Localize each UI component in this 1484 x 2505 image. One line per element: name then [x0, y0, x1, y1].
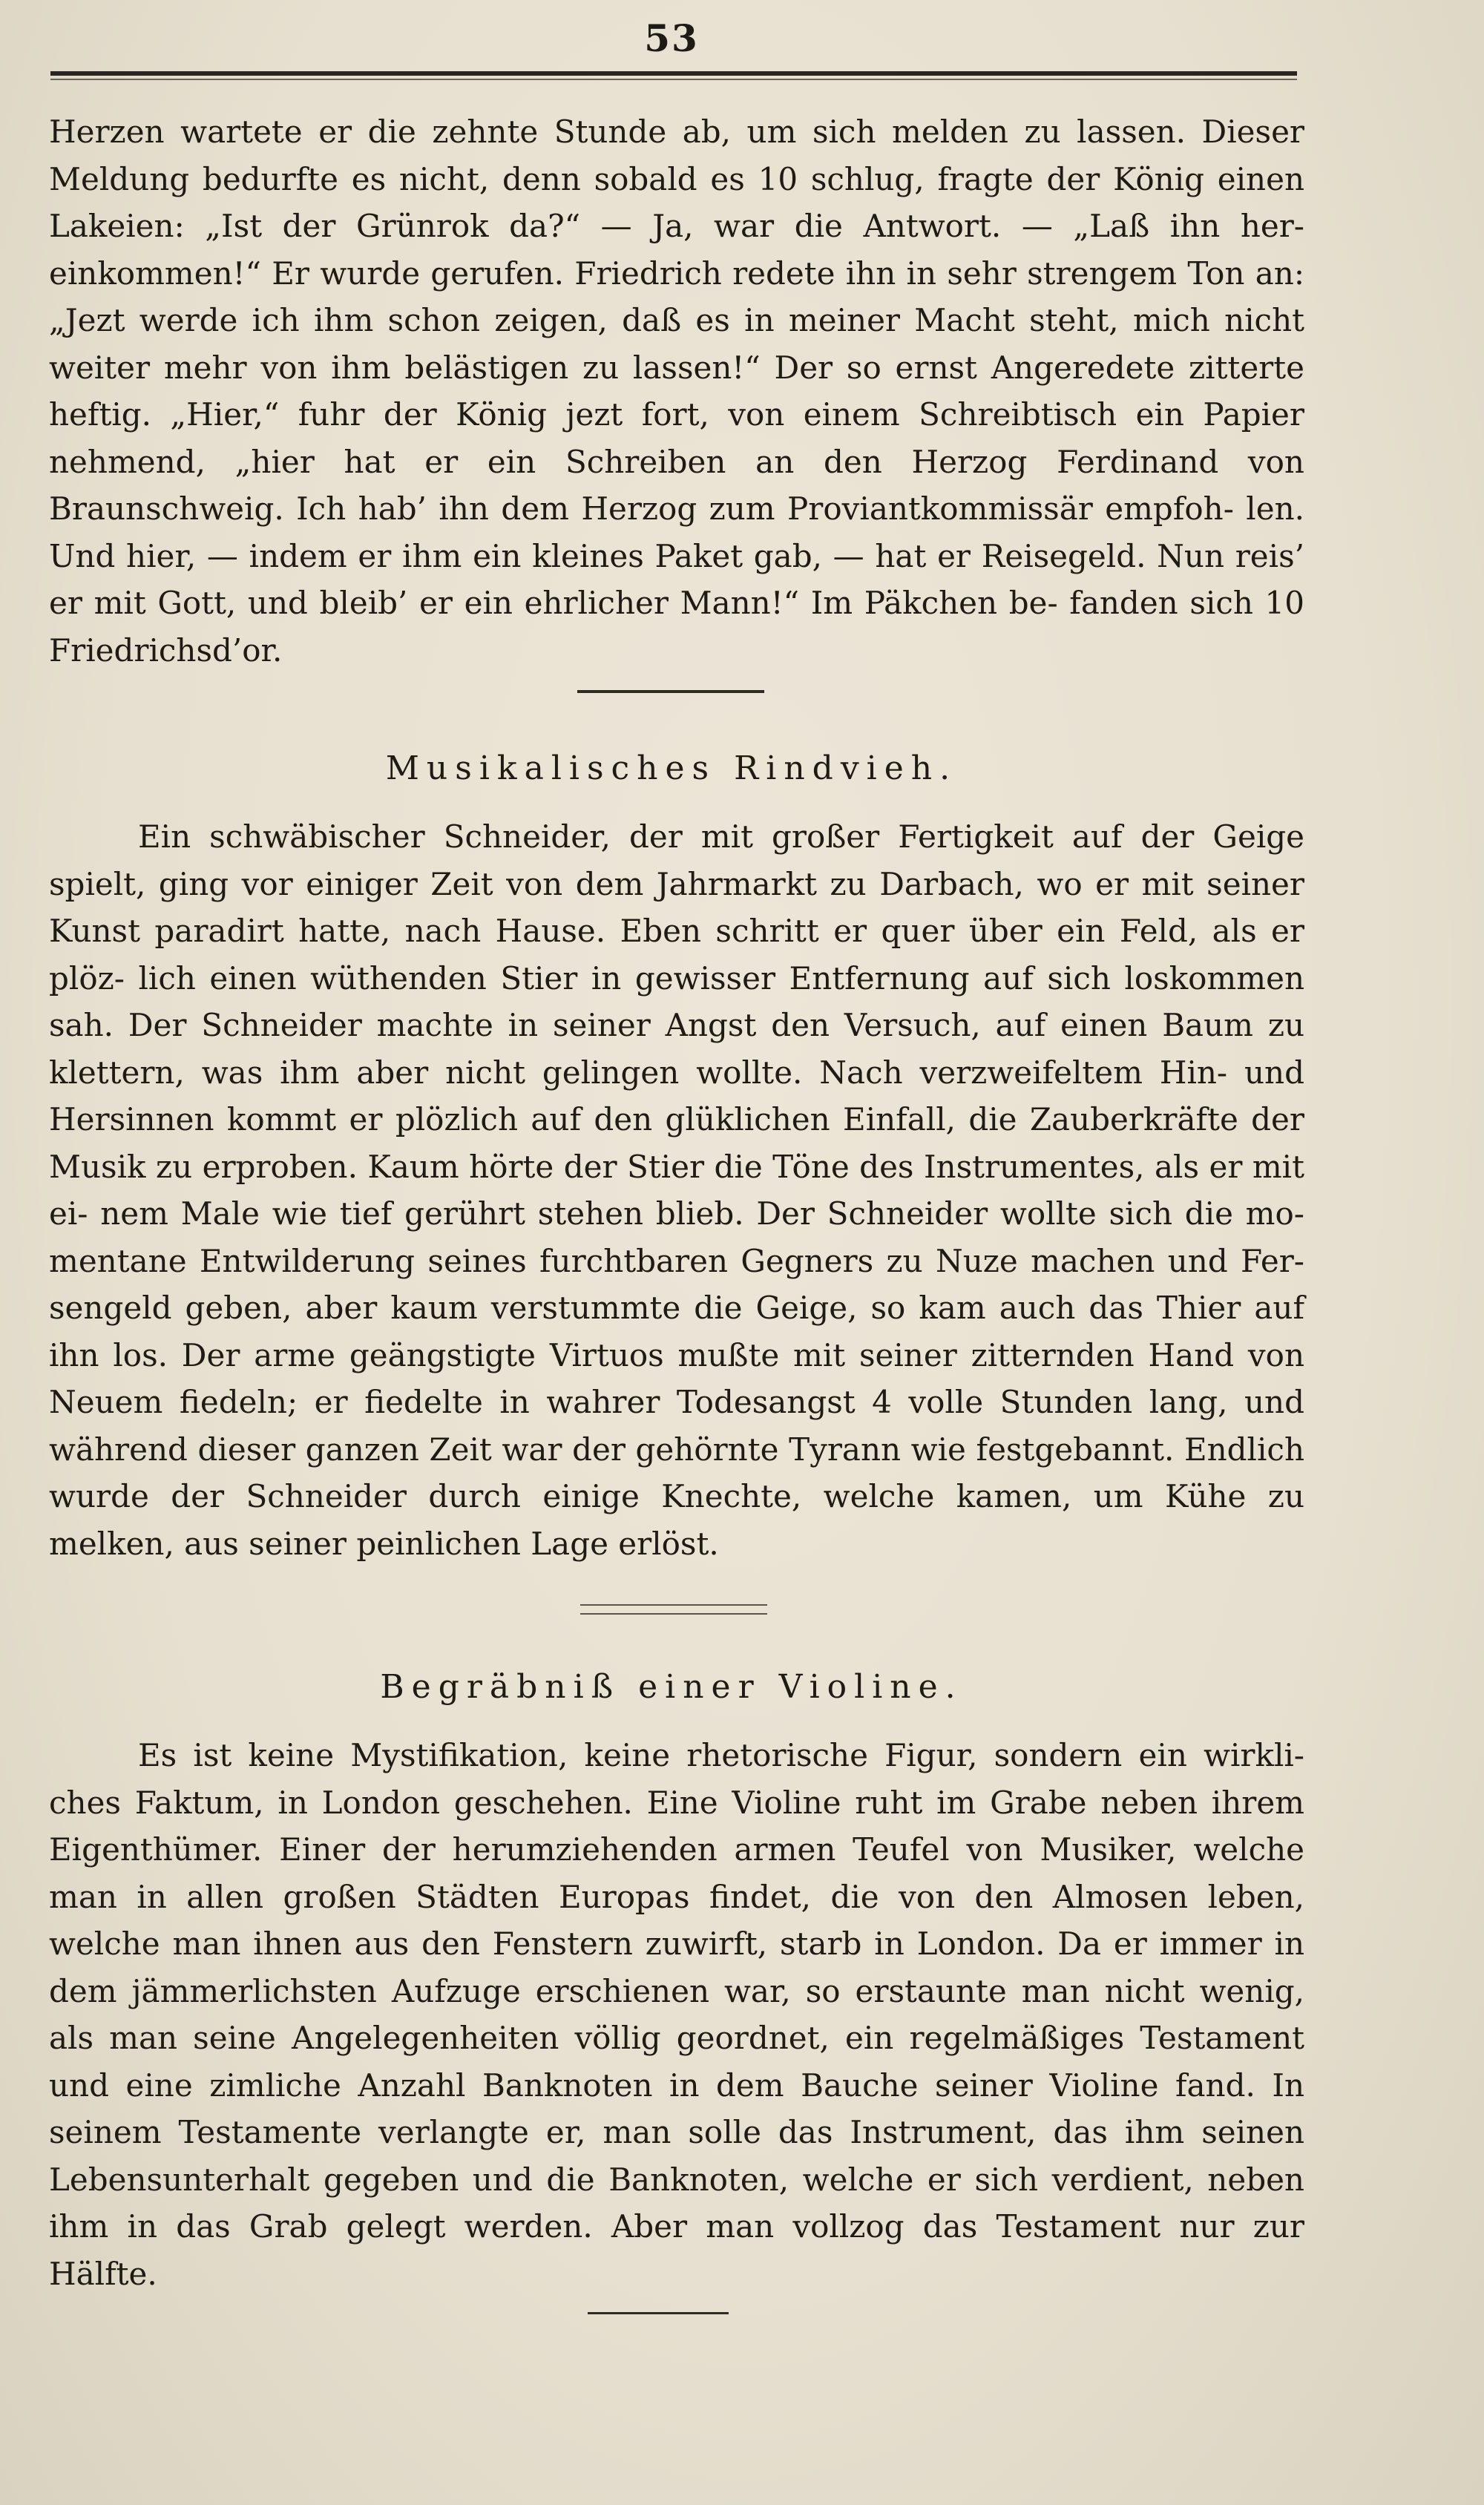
section-divider-1	[577, 690, 764, 693]
section-divider-2b	[580, 1613, 767, 1615]
section3-paragraph: Es ist keine Mystifikation, keine rhetorische Figur, sondern ein wirkli- ches Faktum, in London geschehen. Eine Violine ruht im Grabe neben ihrem Eigenthümer. Einer der herumziehenden armen Teufel von Musiker, welche man in allen großen Städten Europas findet, die von den Almosen leben, welche man ihnen aus den Fenstern zuwirft, starb in London. Da er immer in dem jämmerlichsten Aufzuge erschienen war, so erstaunte man nicht wenig, als man seine Angelegenheiten völlig geordnet, ein regelmäßiges Testament und eine zimliche Anzahl Banknoten in dem Bauche seiner Violine fand. In seinem Testamente verlangte er, man solle das Instrument, das ihm seinen Lebensunterhalt gegeben und die Banknoten, welche er sich verdient, neben ihm in das Grab gelegt werden. Aber man vollzog das Testament nur zur Hälfte.	[49, 1737, 1304, 2292]
section2-heading: Musikalisches Rindvieh.	[385, 749, 958, 787]
section3-heading: Begräbniß einer Violine.	[380, 1668, 963, 1706]
section-divider-3	[588, 2312, 729, 2314]
section-divider-2a	[580, 1604, 767, 1606]
section3-body	[49, 1732, 1304, 2297]
header-rule	[50, 71, 1297, 76]
section1-body	[49, 108, 1304, 674]
header-rule-thin	[50, 79, 1297, 80]
section2-body	[49, 813, 1304, 1567]
section2-paragraph: Ein schwäbischer Schneider, der mit großer Fertigkeit auf der Geige spielt, ging vor einiger Zeit von dem Jahrmarkt zu Darbach, wo er mit seiner Kunst paradirt hatte, nach Hause. Eben schritt er quer über ein Feld, als er plöz- lich einen wüthenden Stier in gewisser Entfernung auf sich loskommen sah. Der Schneider machte in seiner Angst den Versuch, auf einen Baum zu klettern, was ihm aber nicht gelingen wollte. Nach verzweifeltem Hin- und Hersinnen kommt er plözlich auf den glüklichen Einfall, die Zauberkräfte der Musik zu erproben. Kaum hörte der Stier die Töne des Instrumentes, als er mit ei- nem Male wie tief gerührt stehen blieb. Der Schneider wollte sich die mo- mentane Entwilderung seines furchtbaren Gegners zu Nuze machen und Fer- sengeld geben, aber kaum verstummte die Geige, so kam auch das Thier auf ihn los. Der arme geängstigte Virtuos mußte mit seiner zitternden Hand von Neuem fiedeln; er fiedelte in wahrer Todesangst 4 volle Stunden lang, und während dieser ganzen Zeit war der gehörnte Tyrann wie festgebannt. Endlich wurde der Schneider durch einige Knechte, welche kamen, um Kühe zu melken, aus seiner peinlichen Lage erlöst.	[49, 818, 1304, 1562]
section1-paragraph: Herzen wartete er die zehnte Stunde ab, um sich melden zu lassen. Dieser Meldung bedurfte es nicht, denn sobald es 10 schlug, fragte der König einen Lakeien: „Ist der Grünrok da?“ — Ja, war die Antwort. — „Laß ihn her- einkommen!“ Er wurde gerufen. Friedrich redete ihn in sehr strengem Ton an: „Jezt werde ich ihm schon zeigen, daß es in meiner Macht steht, mich nicht weiter mehr von ihm belästigen zu lassen!“ Der so ernst Angeredete zitterte heftig. „Hier,“ fuhr der König jezt fort, von einem Schreibtisch ein Papier nehmend, „hier hat er ein Schreiben an den Herzog Ferdinand von Braunschweig. Ich hab’ ihn dem Herzog zum Proviantkommissär empfoh- len. Und hier, — indem er ihm ein kleines Paket gab, — hat er Reisegeld. Nun reis’ er mit Gott, und bleib’ er ein ehrlicher Mann!“ Im Päkchen be- fanden sich 10 Friedrichsd’or.	[49, 114, 1304, 669]
page-number: 53	[644, 16, 699, 60]
